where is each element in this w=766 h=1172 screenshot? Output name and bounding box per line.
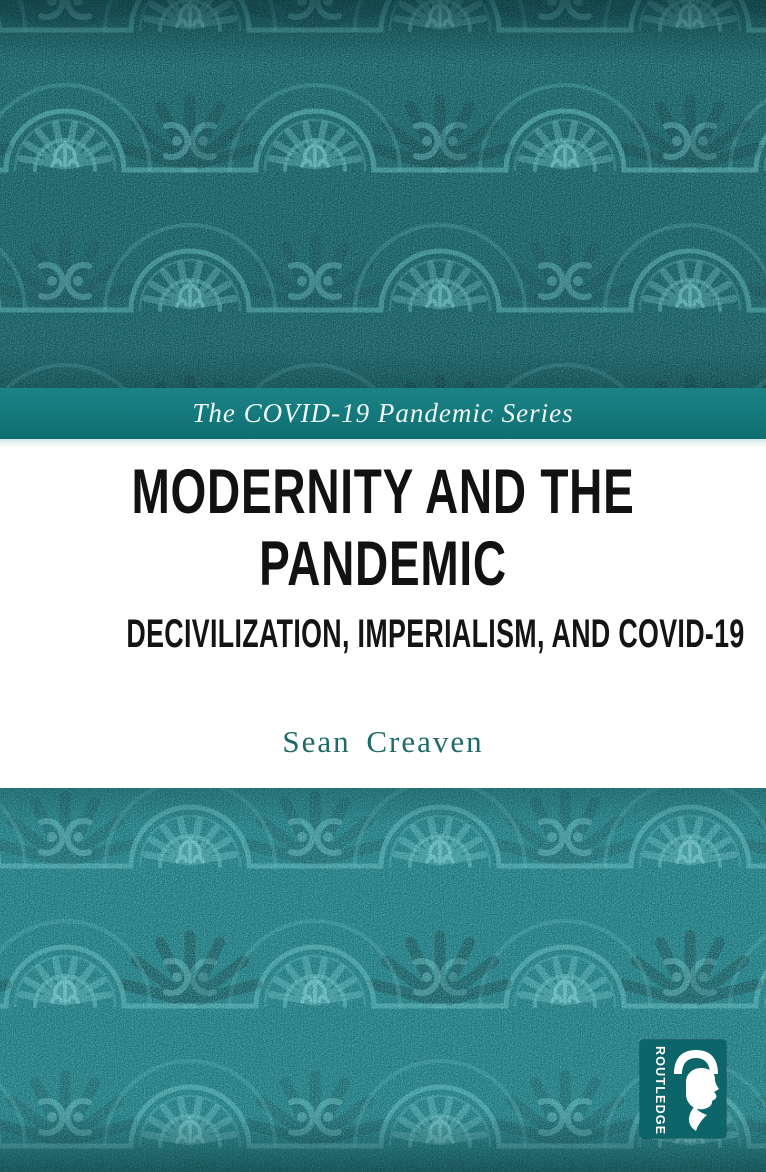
series-title: The COVID-19 Pandemic Series — [192, 398, 574, 428]
series-band — [0, 388, 766, 442]
routledge-r-icon — [668, 1046, 724, 1132]
routledge-logo-label: ROUTLEDGE — [653, 1046, 667, 1136]
book-title-line-1: MODERNITY AND THE — [131, 457, 635, 527]
book-title — [103, 456, 662, 600]
damask-pattern-top — [0, 0, 766, 390]
author-name: Sean Creaven — [282, 724, 484, 759]
routledge-logo — [640, 1040, 726, 1138]
book-title-line-2: PANDEMIC — [259, 529, 507, 599]
book-subtitle: DECIVILIZATION, IMPERIALISM, AND COVID-19 — [126, 612, 745, 656]
